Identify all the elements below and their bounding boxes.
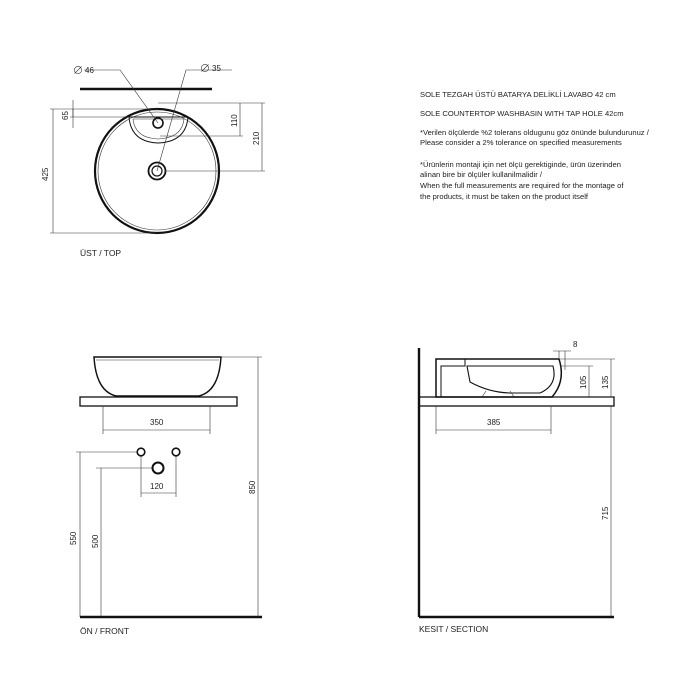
section-countertop — [419, 397, 614, 406]
section-basin-inner — [467, 366, 554, 393]
leader-tap-hole-dia — [84, 70, 158, 123]
montage-line-3: When the full measurements are required for the montage of — [420, 181, 624, 190]
section-view — [419, 340, 615, 634]
dim-135: 135 — [601, 375, 610, 389]
front-view-label: ÖN / FRONT — [80, 626, 130, 636]
dim-385: 385 — [487, 418, 501, 427]
front-countertop — [80, 397, 237, 406]
title-en: SOLE COUNTERTOP WASHBASIN WITH TAP HOLE 42cm — [420, 109, 624, 118]
dim-tap-hole-dia: 46 — [85, 66, 94, 75]
dim-500: 500 — [91, 534, 100, 548]
front-waste-outlet — [153, 463, 164, 474]
dim-8: 8 — [573, 340, 578, 349]
front-basin — [94, 357, 221, 396]
dim-425: 425 — [41, 167, 50, 181]
notes-block — [420, 90, 650, 201]
title-tr: SOLE TEZGAH ÜSTÜ BATARYA DELİKLİ LAVABO 42 cm — [420, 90, 616, 99]
montage-line-1: *Ürünlerin montaji için net ölçü gerektiginde, ürün üzerinden — [420, 160, 621, 169]
dim-550: 550 — [69, 531, 78, 545]
tolerance-line-1: *Verilen ölçülerde %2 tolerans oldugunu göz önünde bulundurunuz / — [420, 128, 649, 137]
front-left-supply — [137, 448, 145, 456]
front-view — [69, 357, 262, 636]
section-tap-deck — [436, 359, 465, 397]
dim-350: 350 — [150, 418, 164, 427]
dim-715: 715 — [601, 506, 610, 520]
dim-110: 110 — [230, 114, 239, 127]
montage-line-2: alinan bire bir ölçüler kullanilmalidir / — [420, 170, 542, 179]
tolerance-line-2: Please consider a 2% tolerance on specified measurements — [420, 138, 622, 147]
dim-210: 210 — [252, 131, 261, 145]
dim-65: 65 — [61, 111, 70, 120]
front-right-supply — [172, 448, 180, 456]
top-view — [41, 64, 265, 258]
dim-120: 120 — [150, 482, 164, 491]
dim-waste-dia: 35 — [212, 64, 221, 73]
dim-850: 850 — [248, 480, 257, 494]
section-view-label: KESIT / SECTION — [419, 624, 489, 634]
top-view-label: ÜST / TOP — [80, 248, 122, 258]
montage-line-4: the products, it must be taken on the product itself — [420, 192, 589, 201]
dim-105: 105 — [579, 375, 588, 389]
